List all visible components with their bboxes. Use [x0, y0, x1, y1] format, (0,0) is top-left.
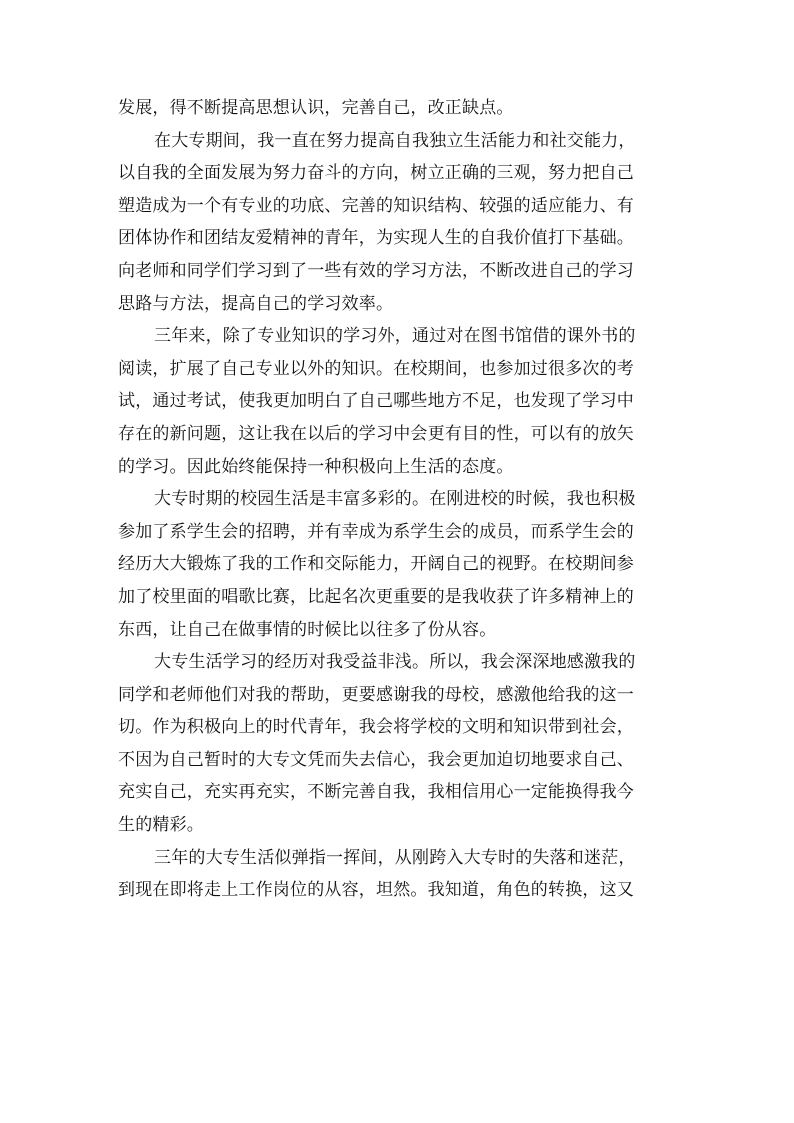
- text-line: 加了校里面的唱歌比赛，比起名次更重要的是我收获了许多精神上的: [118, 586, 634, 607]
- text-line: 不因为自己暂时的大专文凭而失去信心，我会更加迫切地要求自己、: [118, 749, 634, 770]
- paragraph-start-line: 在大专期间，我一直在努力提高自我独立生活能力和社交能力，: [154, 130, 636, 151]
- text-line: 思路与方法，提高自己的学习效率。: [118, 293, 394, 314]
- text-line: 东西，让自己在做事情的时候比以往多了份从容。: [118, 619, 497, 640]
- paragraph-start-line: 三年的大专生活似弹指一挥间，从刚跨入大专时的失落和迷茫，: [154, 847, 636, 868]
- text-line: 参加了系学生会的招聘，并有幸成为系学生会的成员，而系学生会的: [118, 521, 634, 542]
- text-line: 以自我的全面发展为努力奋斗的方向，树立正确的三观，努力把自己: [118, 163, 634, 184]
- text-line: 经历大大锻炼了我的工作和交际能力，开阔自己的视野。在校期间参: [118, 554, 634, 575]
- text-line: 试，通过考试，使我更加明白了自己哪些地方不足，也发现了学习中: [118, 391, 634, 412]
- text-line: 充实自己，充实再充实，不断完善自我，我相信用心一定能换得我今: [118, 782, 634, 803]
- paragraph-start-line: 大专时期的校园生活是丰富多彩的。在刚进校的时候，我也积极: [154, 489, 636, 510]
- text-line: 发展，得不断提高思想认识，完善自己，改正缺点。: [118, 98, 514, 118]
- text-line: 团体协作和团结友爱精神的青年，为实现人生的自我价值打下基础。: [118, 228, 634, 249]
- text-line: 存在的新问题，这让我在以后的学习中会更有目的性，可以有的放矢: [118, 423, 634, 444]
- text-line: 阅读，扩展了自己专业以外的知识。在校期间，也参加过很多次的考: [118, 358, 634, 379]
- paragraph-start-line: 三年来，除了专业知识的学习外，通过对在图书馆借的课外书的: [154, 326, 636, 347]
- text-line: 塑造成为一个有专业的功底、完善的知识结构、较强的适应能力、有: [118, 195, 634, 216]
- body-text: [118, 92, 678, 907]
- text-line: 向老师和同学们学习到了一些有效的学习方法，不断改进自己的学习: [118, 260, 634, 281]
- text-line: 的学习。因此始终能保持一种积极向上生活的态度。: [118, 456, 514, 477]
- text-line: 同学和老师他们对我的帮助，更要感谢我的母校，感激他给我的这一: [118, 684, 634, 705]
- paragraph-start-line: 大专生活学习的经历对我受益非浅。所以，我会深深地感激我的: [154, 652, 636, 673]
- text-line: 到现在即将走上工作岗位的从容，坦然。我知道，角色的转换，这又: [118, 880, 634, 901]
- text-line: 切。作为积极向上的时代青年，我会将学校的文明和知识带到社会，: [118, 717, 634, 738]
- text-line: 生的精彩。: [118, 815, 204, 836]
